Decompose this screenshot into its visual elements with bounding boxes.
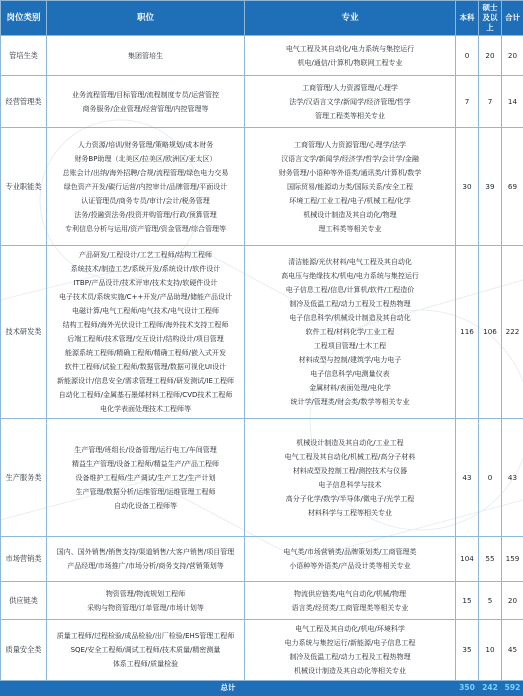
position-line: 设备维护工程师/生产调试/生产工艺/生产计划 xyxy=(51,471,240,485)
row-majors xyxy=(245,36,456,76)
row-bachelor-count: 7 xyxy=(456,76,479,128)
row-total-count: 45 xyxy=(502,620,523,681)
total-total-count: 592 xyxy=(502,681,523,696)
major-line: 高分子化学/数学/半导体/微电子/光学工程 xyxy=(249,492,451,506)
major-line: 电气类/市场营销类/品牌策划类/工商管理类 xyxy=(249,545,451,559)
row-majors xyxy=(245,419,456,537)
position-line: 自动化设备工程师等 xyxy=(51,499,240,513)
row-master-count: 0 xyxy=(479,419,502,537)
position-line: 国内、国外销售/销售支持/渠道销售/大客户销售/项目管理 xyxy=(51,545,240,559)
major-line: 材料成型及控制工程/测控技术与仪器 xyxy=(249,464,451,478)
header-master: 硕士及以上 xyxy=(479,1,502,36)
major-line: 物流供应链类/电气自动化/机械/物理 xyxy=(249,587,451,601)
row-total-count: 20 xyxy=(502,36,523,76)
row-positions xyxy=(47,537,245,582)
row-category: 供应链类 xyxy=(1,582,47,620)
position-line: 后端工程师/技术管理/交互设计/结构设计/项目管理 xyxy=(51,332,240,346)
row-total-count: 69 xyxy=(502,128,523,246)
table-row xyxy=(1,36,523,76)
row-category: 质量安全类 xyxy=(1,620,47,681)
position-line: 体系工程师/质量检验 xyxy=(51,657,240,671)
major-line: 制冷及低温工程/动力工程及工程热物理 xyxy=(249,650,451,664)
row-category: 管培生类 xyxy=(1,36,47,76)
position-line: SQE/安全工程师/调试工程师/技术质量/精密测量 xyxy=(51,643,240,657)
header-position: 职位 xyxy=(47,1,245,36)
major-line: 工商管理/人力资源管理/心理学 xyxy=(249,81,451,95)
header-major: 专业 xyxy=(245,1,456,36)
major-line: 统计学/管理类/财会类/数学等相关专业 xyxy=(249,395,451,409)
position-line: 认证管理员/商务专员/审计/会计/税务管理 xyxy=(51,194,240,208)
row-total-count: 222 xyxy=(502,246,523,419)
table-header-row xyxy=(1,1,523,36)
major-line: 电子信息科学/电测量仪表 xyxy=(249,367,451,381)
row-bachelor-count: 30 xyxy=(456,128,479,246)
row-master-count: 39 xyxy=(479,128,502,246)
major-line: 工程项目管理/土木工程 xyxy=(249,339,451,353)
position-line: 业务流程管理/目标管理/流程制度专员/运营管控 xyxy=(51,88,240,102)
row-master-count: 20 xyxy=(479,36,502,76)
row-master-count: 5 xyxy=(479,582,502,620)
row-total-count: 159 xyxy=(502,537,523,582)
row-category: 专业职能类 xyxy=(1,128,47,246)
position-line: 财务BP助理（北美区/拉美区/欧洲区/亚太区） xyxy=(51,152,240,166)
position-line: 法务/投融资法务/投资并购管理/行政/预算管理 xyxy=(51,208,240,222)
table-row xyxy=(1,620,523,681)
row-master-count: 7 xyxy=(479,76,502,128)
row-bachelor-count: 104 xyxy=(456,537,479,582)
row-majors xyxy=(245,620,456,681)
row-bachelor-count: 43 xyxy=(456,419,479,537)
position-line: 专利信息分析与运用/资产管理/资金管理/综合管理等 xyxy=(51,222,240,236)
row-positions xyxy=(47,582,245,620)
major-line: 工商管理/人力资源管理/心理学/法学 xyxy=(249,138,451,152)
position-line: 物资管理/物流规划工程师 xyxy=(51,587,240,601)
header-bachelor: 本科 xyxy=(456,1,479,36)
major-line: 金属材料/表面处理/电化学 xyxy=(249,381,451,395)
total-row xyxy=(1,681,523,696)
major-line: 环境工程/工业工程/电子/机械工程/化学 xyxy=(249,194,451,208)
row-total-count: 43 xyxy=(502,419,523,537)
major-line: 电气工程及其自动化/机械工程/高分子材料 xyxy=(249,450,451,464)
total-bachelor-count: 350 xyxy=(456,681,479,696)
row-total-count: 14 xyxy=(502,76,523,128)
table-row xyxy=(1,76,523,128)
position-line: 电磁计算/电气工程师/电气技术/电气设计工程师 xyxy=(51,304,240,318)
major-line: 电子信息工程/信息/计算机/软件/工程造价 xyxy=(249,283,451,297)
row-master-count: 106 xyxy=(479,246,502,419)
major-line: 制冷及低温工程/动力工程及工程热物理 xyxy=(249,297,451,311)
total-label: 总计 xyxy=(1,681,456,696)
row-positions xyxy=(47,76,245,128)
major-line: 电子信息科学与技术 xyxy=(249,478,451,492)
major-line: 电气工程及其自动化/电力系统与集控运行 xyxy=(249,42,451,56)
major-line: 材料科学与工程等相关专业 xyxy=(249,506,451,520)
row-bachelor-count: 15 xyxy=(456,582,479,620)
major-line: 材料成型与控制/建筑学/电力电子 xyxy=(249,353,451,367)
row-positions xyxy=(47,620,245,681)
position-line: 电化学表面处理技术工程师等 xyxy=(51,402,240,416)
row-positions xyxy=(47,419,245,537)
row-positions xyxy=(47,128,245,246)
row-majors xyxy=(245,76,456,128)
row-category: 市场营销类 xyxy=(1,537,47,582)
position-line: 生产管理/班组长/设备管理/运行电工/车间管理 xyxy=(51,443,240,457)
position-line: 商务服务/企业管理/经营管理/内控管理等 xyxy=(51,102,240,116)
position-line: 系统技术/制造工艺/系统开发/系统设计/软件设计 xyxy=(51,262,240,276)
header-total: 合计 xyxy=(502,1,523,36)
position-line: 质量工程师/过程检验/成品检验/出厂检验/EHS管理工程师 xyxy=(51,629,240,643)
position-line: 新能源设计/信息安全/需求管理工程师/研发测试/IE工程师 xyxy=(51,374,240,388)
row-positions xyxy=(47,246,245,419)
row-positions xyxy=(47,36,245,76)
row-majors xyxy=(245,582,456,620)
major-line: 国际贸易/能源动力类/国际关系/安全工程 xyxy=(249,180,451,194)
position-line: 绿色资产开发/碳行运营/内控审计/品牌管理/平面设计 xyxy=(51,180,240,194)
major-line: 理工科类等相关专业 xyxy=(249,222,451,236)
position-line: 生产管理/数据分析/运维管理/运维管理工程师 xyxy=(51,485,240,499)
major-line: 电气工程及其自动化/机电/环境科学 xyxy=(249,622,451,636)
row-majors xyxy=(245,537,456,582)
row-category: 技术研发类 xyxy=(1,246,47,419)
header-category: 岗位类别 xyxy=(1,1,47,36)
major-line: 法学/汉语言文学/新闻学/经济管理/哲学 xyxy=(249,95,451,109)
position-line: ITBP/产品设计/技术评审/技术支持/软硬件设计 xyxy=(51,276,240,290)
row-category: 经营管理类 xyxy=(1,76,47,128)
major-line: 管理工程类等相关专业 xyxy=(249,109,451,123)
major-line: 机械设计制造及其自动化/工业工程 xyxy=(249,436,451,450)
major-line: 清洁能源/光伏材料/电气工程及其自动化 xyxy=(249,255,451,269)
position-line: 人力资源/培训/财务管理/策略规划/成本财务 xyxy=(51,138,240,152)
major-line: 机械设计制造及其自动化/物理 xyxy=(249,208,451,222)
position-line: 产品经理/市场推广/市场分析/商务支持/营销策划等 xyxy=(51,559,240,573)
row-master-count: 55 xyxy=(479,537,502,582)
position-line: 能源系统工程师/精确工程师/精确工程师/嵌入式开发 xyxy=(51,346,240,360)
row-master-count: 10 xyxy=(479,620,502,681)
position-line: 自动化工程师/金属基石墨烯材料工程师/CVD技术工程师 xyxy=(51,388,240,402)
position-line: 软件工程师/试验工程师/数据管理/数据可视化UI设计 xyxy=(51,360,240,374)
major-line: 汉语言文学/新闻学/经济学/哲学/会计学/金融 xyxy=(249,152,451,166)
row-bachelor-count: 116 xyxy=(456,246,479,419)
position-line: 电子技术员/系统实施/C++开发/产品助理/储能产品设计 xyxy=(51,290,240,304)
table-row xyxy=(1,419,523,537)
table-row xyxy=(1,537,523,582)
major-line: 语言类/经贸类/工商管理类等相关专业 xyxy=(249,601,451,615)
row-bachelor-count: 35 xyxy=(456,620,479,681)
table-row xyxy=(1,582,523,620)
row-bachelor-count: 0 xyxy=(456,36,479,76)
position-line: 产品研发/工程设计/工艺工程师/结构工程师 xyxy=(51,248,240,262)
total-master-count: 242 xyxy=(479,681,502,696)
table-row xyxy=(1,246,523,419)
major-line: 电力系统与集控运行/新能源/电子信息工程 xyxy=(249,636,451,650)
position-line: 总账会计/出纳/海外招聘/合规/流程管理/绿色电力交易 xyxy=(51,166,240,180)
position-line: 精益生产管理/设备工程师/精益生产/产品工程师 xyxy=(51,457,240,471)
position-line: 集团管培生 xyxy=(51,49,240,63)
row-total-count: 20 xyxy=(502,582,523,620)
major-line: 软件工程/材料化学/工业工程 xyxy=(249,325,451,339)
row-category: 生产服务类 xyxy=(1,419,47,537)
major-line: 电子信息科学/机械设计制造及其自动化 xyxy=(249,311,451,325)
row-majors xyxy=(245,246,456,419)
major-line: 机电/通信/计算机/物联网工程专业 xyxy=(249,56,451,70)
major-line: 财务管理/小语种等外语类/通讯类/计算机/数学 xyxy=(249,166,451,180)
major-line: 小语种等外语类/产品设计类等相关专业 xyxy=(249,559,451,573)
major-line: 机械设计制造及其自动化等相关专业 xyxy=(249,664,451,678)
row-majors xyxy=(245,128,456,246)
table-row xyxy=(1,128,523,246)
major-line: 高电压与绝缘技术/机电/电力系统与集控运行 xyxy=(249,269,451,283)
position-line: 结构工程师/海外光伏设计工程师/海外技术支持工程师 xyxy=(51,318,240,332)
position-line: 采购与物资管理/订单管理/市场计划等 xyxy=(51,601,240,615)
